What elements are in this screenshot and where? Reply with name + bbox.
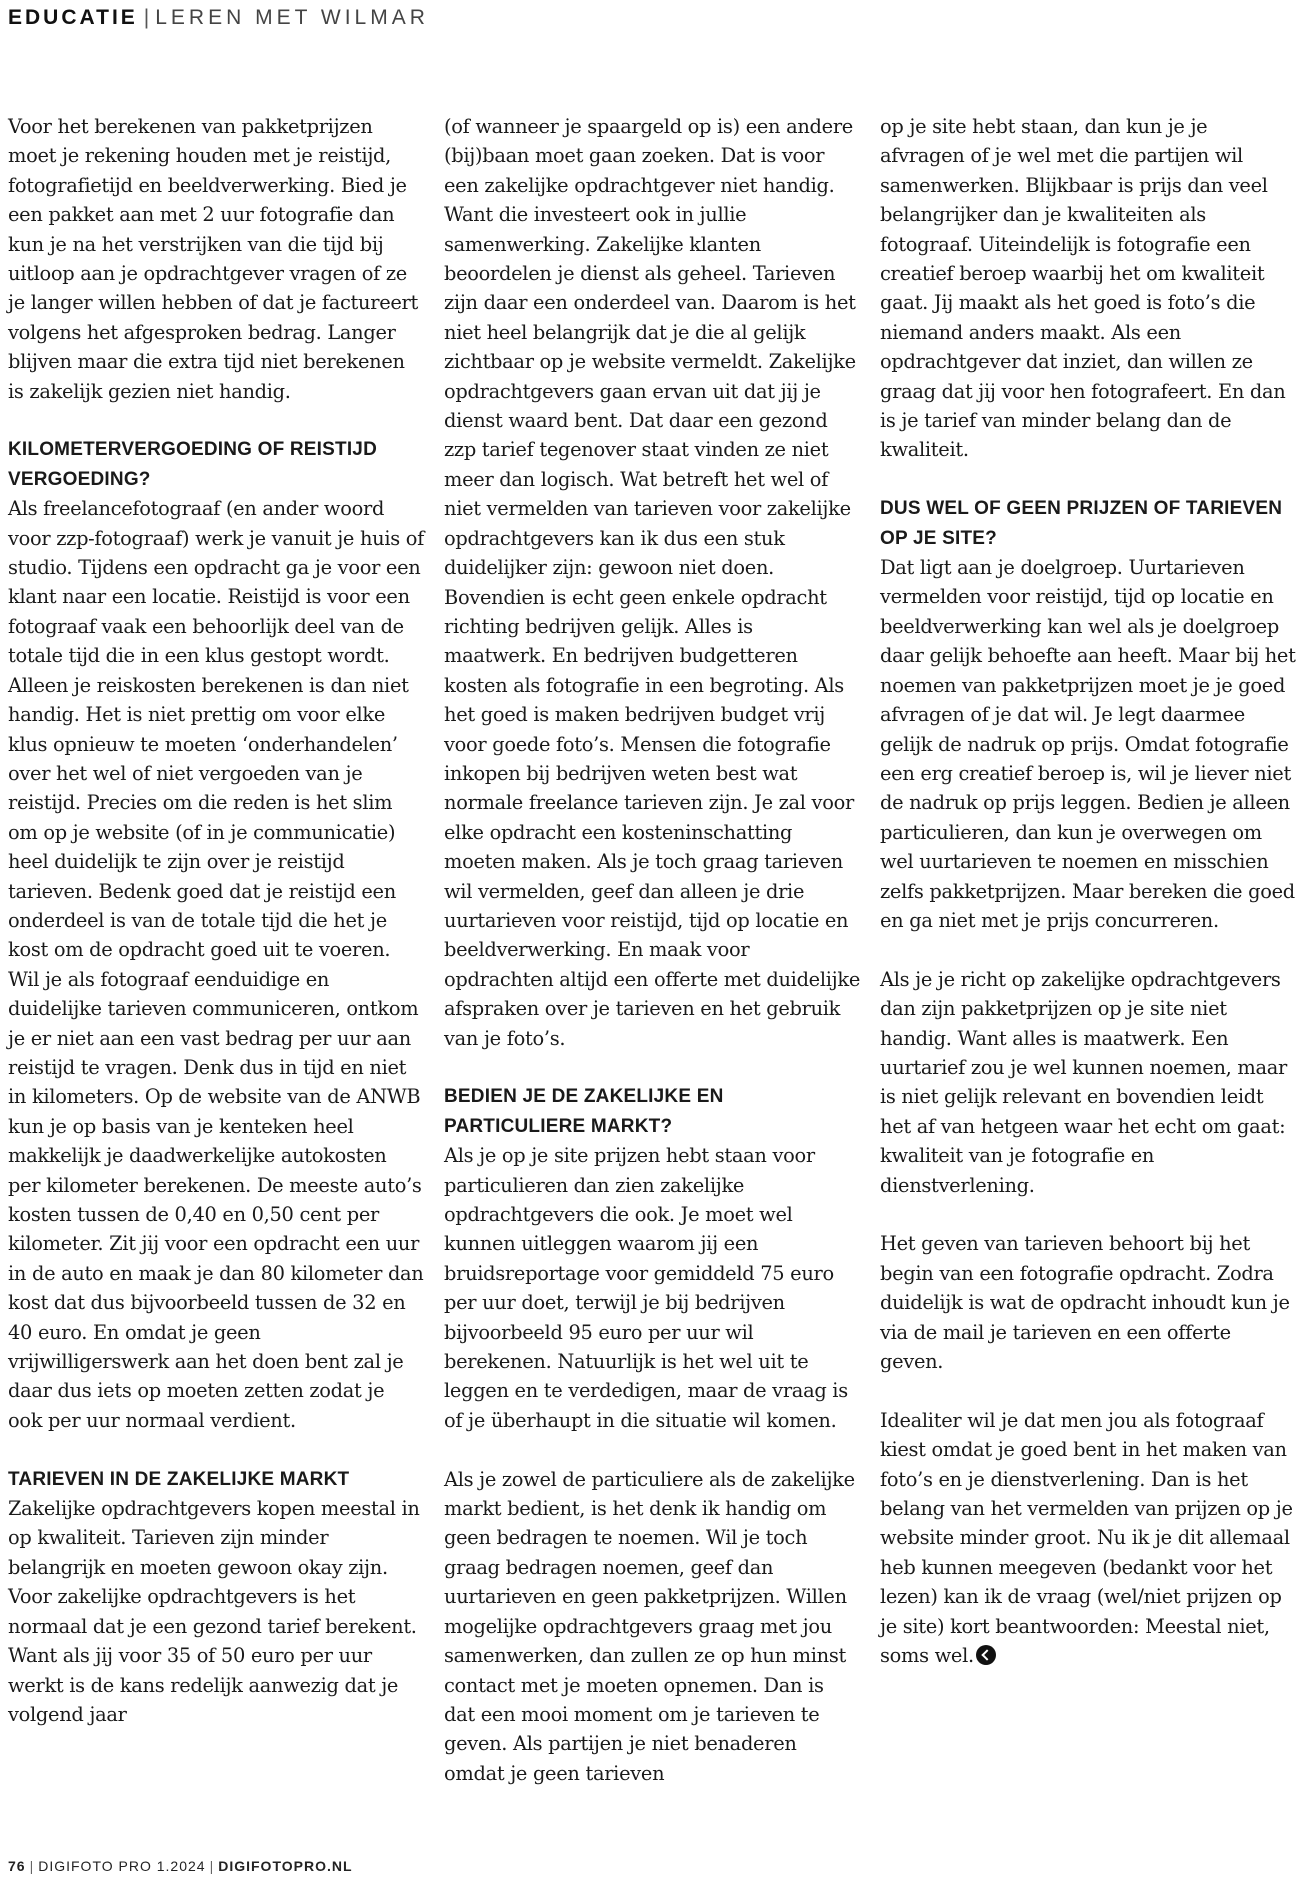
subheading: TARIEVEN IN DE ZAKELIJKE MARKT	[8, 1468, 350, 1490]
final-paragraph	[880, 1406, 1296, 1671]
end-of-article-icon	[976, 1645, 996, 1665]
paragraph: (of wanneer je spaargeld op is) een andere (bij)baan moet gaan zoeken. Dat is voor een zakelijke opdrachtgever niet handig. Want die investeert ook in jullie samenwerking. Zakelijke klanten beoordelen je dienst als geheel. Tarieven zijn daar een onderdeel van. Daarom is het niet heel belangrijk dat je die al gelijk zichtbaar op je website vermeldt. Zakelijke opdrachtgevers gaan ervan uit dat jij je dienst waard bent. Dat daar een gezond zzp tarief tegenover staat vinden ze niet meer dan logisch. Wat betreft het wel of niet vermelden van tarieven voor zakelijke opdrachtgevers kan ik dus een stuk duidelijker zijn: gewoon niet doen. Bovendien is echt geen enkele opdracht richting bedrijven gelijk. Alles is maatwerk. En bedrijven budgetteren kosten als fotografie in een begroting. Als het goed is maken bedrijven budget vrij voor goede foto’s. Mensen die fotografie inkopen bij bedrijven weten best wat normale freelance tarieven zijn. Je zal voor elke opdracht een kosteninschatting moeten maken. Als je toch graag tarieven wil vermelden, geef dan alleen je drie uurtarieven voor reistijd, tijd op locatie en beeldverwerking. En maak voor opdrachten altijd een offerte met duidelijke afspraken over je tarieven en het gebruik van je foto’s.	[444, 115, 860, 1050]
paragraph: Als je je richt op zakelijke opdrachtgevers dan zijn pakketprijzen op je site niet handig. Want alles is maatwerk. Een uurtarief zou je wel kunnen noemen, maar is niet gelijk relevant en bovendien leidt het af van hetgeen waar het echt om gaat: kwaliteit van je fotografie en dienstverlening.	[880, 967, 1287, 1197]
paragraph: Als je op je site prijzen hebt staan voor particulieren dan zien zakelijke opdrachtgevers die ook. Je moet wel kunnen uitleggen waarom jij een bruidsreportage voor gemiddeld 75 euro per uur doet, terwijl je bij bedrijven bijvoorbeeld 95 euro per uur wil berekenen. Natuurlijk is het wel uit te leggen en te verdedigen, maar de vraag is of je überhaupt in die situatie wil komen.	[444, 1144, 848, 1432]
paragraph: Zakelijke opdrachtgevers kopen meestal in op kwaliteit. Tarieven zijn minder belangrijk en moeten gewoon okay zijn. Voor zakelijke opdrachtgevers is het normaal dat je een gezond tarief berekent. Want als jij voor 35 of 50 euro per uur werkt is de kans redelijk aanwezig dat je volgend jaar	[8, 1497, 420, 1726]
subheading: KILOMETERVERGOEDING OF REISTIJD VERGOEDING?	[8, 439, 377, 490]
article-column-2	[444, 112, 860, 1818]
section-subtitle: LEREN MET WILMAR	[155, 6, 429, 29]
page-number: 76	[8, 1858, 26, 1874]
paragraph: Dat ligt aan je doelgroep. Uurtarieven vermelden voor reistijd, tijd op locatie en beeldverwerking kan wel als je doelgroep daar gelijk behoefte aan heeft. Maar bij het noemen van pakketprijzen moet je je goed afvragen of je dat wil. Je legt daarmee gelijk de nadruk op prijs. Omdat fotografie een erg creatief beroep is, wil je liever niet de nadruk op prijs leggen. Bedien je alleen particulieren, dan kun je overwegen om wel uurtarieven te noemen en misschien zelfs pakketprijzen. Maar bereken die goed en ga niet met je prijs concurreren.	[880, 556, 1296, 932]
footer-separator: |	[209, 1858, 215, 1874]
paragraph: Als freelancefotograaf (en ander woord voor zzp-fotograaf) werk je vanuit je huis of studio. Tijdens een opdracht ga je voor een klant naar een locatie. Reistijd is voor een fotograaf vaak een behoorlijk deel van de totale tijd die in een klus gestopt wordt. Alleen je reiskosten berekenen is dan niet handig. Het is niet prettig om voor elke klus opnieuw te moeten ‘onderhandelen’ over het wel of niet vergoeden van je reistijd. Precies om die reden is het slim om op je website (of in je communicatie) heel duidelijk te zijn over je reistijd tarieven. Bedenk goed dat je reistijd een onderdeel is van de totale tijd die het je kost om de opdracht goed uit te voeren. Wil je als fotograaf eenduidige en duidelijke tarieven communiceren, ontkom je er niet aan een vast bedrag per uur aan reistijd te vragen. Denk dus in tijd en niet in kilometers. Op de website van de ANWB kun je op basis van je kenteken heel makkelijk je daadwerkelijke autokosten per kilometer berekenen. De meeste auto’s kosten tussen de 0,40 en 0,50 cent per kilometer. Zit jij voor een opdracht een uur in de auto en maak je dan 80 kilometer dan kost dat dus bijvoorbeeld tussen de 32 en 40 euro. En omdat je geen vrijwilligerswerk aan het doen bent zal je daar dus iets op moeten zetten zodat je ook per uur normaal verdient.	[8, 497, 425, 1432]
paragraph: op je site hebt staan, dan kun je je afvragen of je wel met die partijen wil samenwerken. Blijkbaar is prijs dan veel belangrijker dan je kwaliteiten als fotograaf. Uiteindelijk is fotografie een creatief beroep waarbij het om kwaliteit gaat. Jij maakt als het goed is foto’s die niemand anders maakt. Als een opdrachtgever dat inziet, dan willen ze graag dat jij voor hen fotografeert. En dan is je tarief van minder belang dan de kwaliteit.	[880, 115, 1286, 462]
final-paragraph-text: Idealiter wil je dat men jou als fotograaf kiest omdat je goed bent in het maken van foto’s en je dienstverlening. Dan is het belang van het vermelden van prijzen op je website minder groot. Nu ik je dit allemaal heb kunnen meegeven (bedankt voor het lezen) kan ik de vraag (wel/niet prijzen op je site) kort beantwoorden: Meestal niet, soms wel.	[880, 1408, 1293, 1668]
footer-separator: |	[29, 1858, 35, 1874]
website-link[interactable]: DIGIFOTOPRO.NL	[218, 1858, 353, 1874]
publication-issue: DIGIFOTO PRO 1.2024	[38, 1858, 206, 1874]
page-header	[8, 6, 429, 38]
subheading: BEDIEN JE DE ZAKELIJKE EN PARTICULIERE MARKT?	[444, 1086, 724, 1137]
paragraph: Als je zowel de particuliere als de zakelijke markt bedient, is het denk ik handig om geen bedragen te noemen. Wil je toch graag bedragen noemen, geef dan uurtarieven en geen pakketprijzen. Willen mogelijke opdrachtgevers graag met jou samenwerken, dan zullen ze op hun minst contact met je moeten opnemen. Dan is dat een mooi moment om je tarieven te geven. Als partijen je niet benaderen omdat je geen tarieven	[444, 1467, 855, 1785]
article-column-1	[8, 112, 424, 1759]
header-separator: |	[143, 6, 150, 29]
paragraph: Het geven van tarieven behoort bij het begin van een fotografie opdracht. Zodra duidelijk is wat de opdracht inhoudt kun je via de mail je tarieven en een offerte geven.	[880, 1232, 1290, 1374]
section-label: EDUCATIE	[8, 6, 138, 29]
paragraph: Voor het berekenen van pakketprijzen moet je rekening houden met je reistijd, fotografietijd en beeldverwerking. Bied je een pakket aan met 2 uur fotografie dan kun je na het verstrijken van die tijd bij uitloop aan je opdrachtgever vragen of ze je langer willen hebben of dat je factureert volgens het afgesproken bedrag. Langer blijven maar die extra tijd niet berekenen is zakelijk gezien niet handig.	[8, 115, 419, 403]
article-column-3	[880, 112, 1296, 1700]
subheading: DUS WEL OF GEEN PRIJZEN OF TARIEVEN OP JE SITE?	[880, 498, 1283, 549]
page-footer	[8, 1858, 353, 1874]
